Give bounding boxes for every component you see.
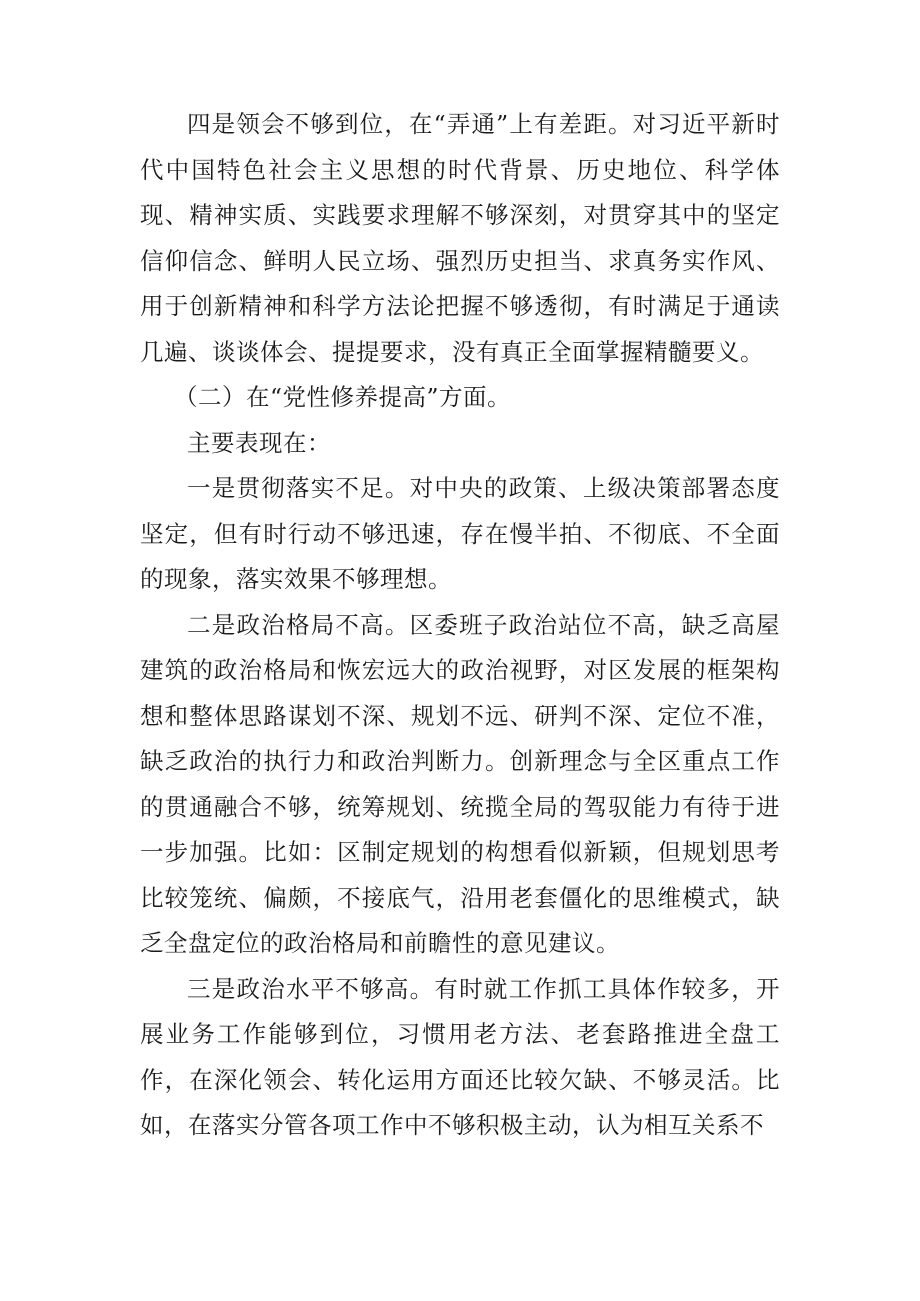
document-page [140, 102, 780, 1149]
paragraph-main-manifestations: 主要表现在： [187, 428, 331, 457]
paragraph-implementation: 一是贯彻落实不足。对中央的政策、上级决策部署态度坚定，但有时行动不够迅速，存在慢半拍、不彻底、不全面的现象，落实效果不够理想。 [140, 474, 780, 593]
paragraph-political-vision: 二是政治格局不高。区委班子政治站位不高，缺乏高屋建筑的政治格局和恢宏远大的政治视野，对区发展的框架构想和整体思路谋划不深、规划不远、研判不深、定位不准，缺乏政治的执行力和政治判断力。创新理念与全区重点工作的贯通融合不够，统筹规划、统揽全局的驾驭能力有待于进一步加强。比如：区制定规划的构想看似新颖，但规划思考比较笼统、偏颇，不接底气，沿用老套僵化的思维模式，缺乏全盘定位的政治格局和前瞻性的意见建议。 [140, 610, 780, 957]
paragraph-understanding: 四是领会不够到位，在“弄通”上有差距。对习近平新时代中国特色社会主义思想的时代背景、历史地位、科学体现、精神实质、实践要求理解不够深刻，对贯穿其中的坚定信仰信念、鲜明人民立场、强烈历史担当、求真务实作风、用于创新精神和科学方法论把握不够透彻，有时满足于通读几遍、谈谈体会、提提要求，没有真正全面掌握精髓要义。 [140, 110, 780, 366]
paragraph-political-level: 三是政治水平不够高。有时就工作抓工具体作较多，开展业务工作能够到位，习惯用老方法、老套路推进全盘工作，在深化领会、转化运用方面还比较欠缺、不够灵活。比如，在落实分管各项工作中不够积极主动，认为相互关系不 [140, 974, 780, 1139]
section-heading-party-spirit: （二）在“党性修养提高”方面。 [174, 383, 512, 411]
